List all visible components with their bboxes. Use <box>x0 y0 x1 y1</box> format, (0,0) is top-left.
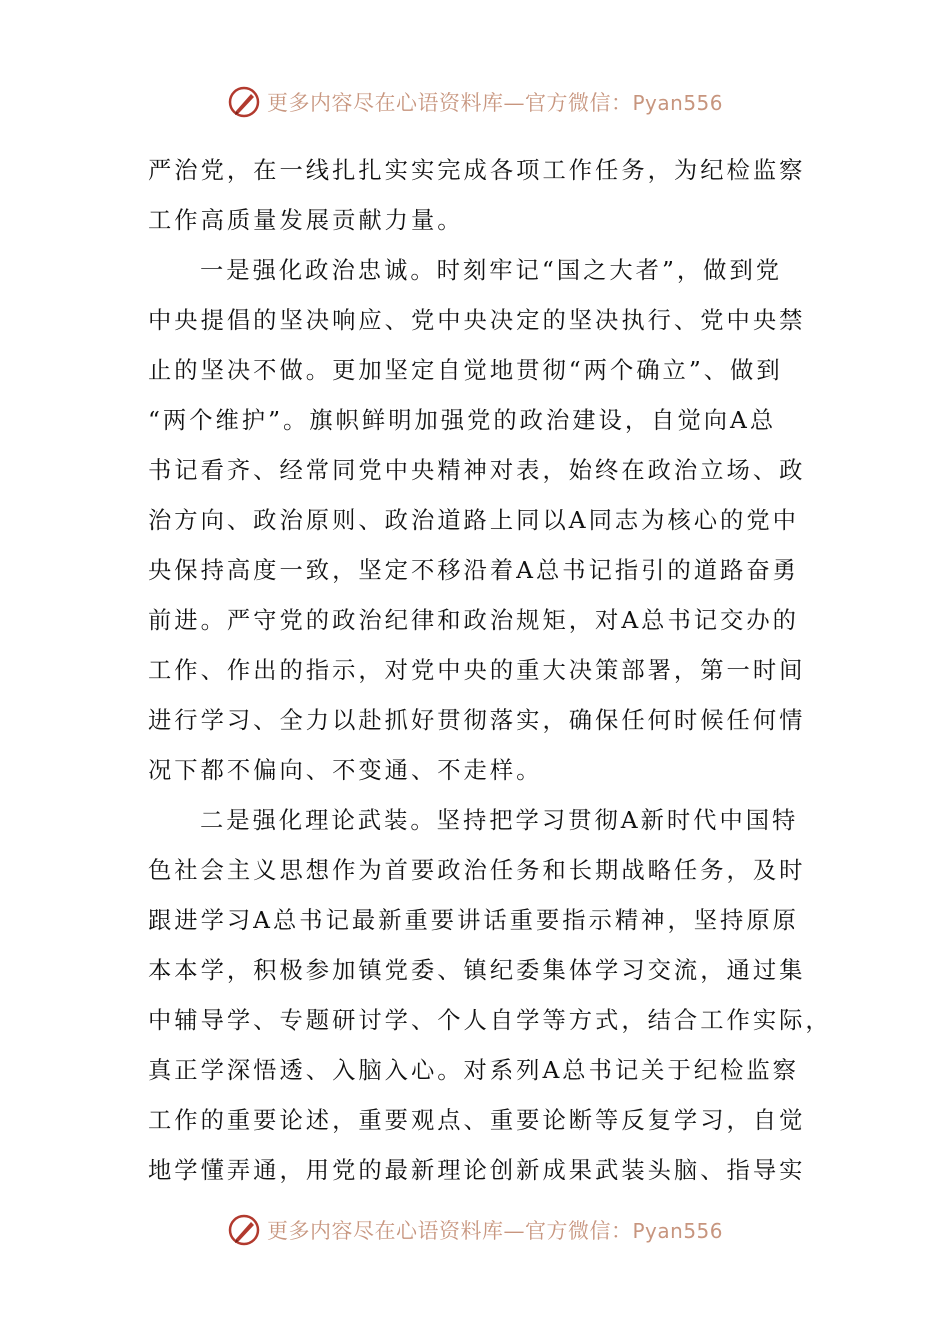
text-line: 止的坚决不做。更加坚定自觉地贯彻“两个确立”、做到 <box>148 357 783 384</box>
text-line: 一是强化政治忠诚。时刻牢记“国之大者”，做到党 <box>200 257 783 284</box>
text-line: 工作的重要论述，重要观点、重要论断等反复学习，自觉 <box>148 1107 806 1134</box>
pen-circle-logo-icon <box>227 85 261 119</box>
text-line: 严治党，在一线扎扎实实完成各项工作任务，为纪检监察 <box>148 157 806 184</box>
header-wechat-id: Pyan556 <box>632 91 723 115</box>
text-line: 本本学，积极参加镇党委、镇纪委集体学习交流，通过集 <box>148 957 806 984</box>
text-line: 二是强化理论武装。坚持把学习贯彻A新时代中国特 <box>200 807 799 834</box>
pen-circle-logo-icon <box>227 1213 261 1247</box>
text-line: 工作高质量发展贡献力量。 <box>148 207 464 234</box>
text-line: 治方向、政治原则、政治道路上同以A同志为核心的党中 <box>148 507 799 534</box>
footer-banner <box>0 1210 950 1250</box>
text-line: 中辅导学、专题研讨学、个人自学等方式，结合工作实际， <box>148 1007 832 1034</box>
document-body <box>148 146 832 1196</box>
text-line: 跟进学习A总书记最新重要讲话重要指示精神，坚持原原 <box>148 907 799 934</box>
text-line: 工作、作出的指示，对党中央的重大决策部署，第一时间 <box>148 657 806 684</box>
text-line: 中央提倡的坚决响应、党中央决定的坚决执行、党中央禁 <box>148 307 806 334</box>
text-line: 书记看齐、经常同党中央精神对表，始终在政治立场、政 <box>148 457 806 484</box>
header-banner <box>0 82 950 122</box>
text-line: 况下都不偏向、不变通、不走样。 <box>148 757 543 784</box>
footer-banner-text: 更多内容尽在心语资料库—官方微信：Pyan556 <box>266 1219 723 1243</box>
text-line: “两个维护”。旗帜鲜明加强党的政治建设，自觉向A总 <box>148 407 777 434</box>
footer-wechat-id: Pyan556 <box>632 1219 723 1243</box>
text-line: 前进。严守党的政治纪律和政治规矩，对A总书记交办的 <box>148 607 799 634</box>
text-line: 央保持高度一致，坚定不移沿着A总书记指引的道路奋勇 <box>148 557 799 584</box>
text-line: 地学懂弄通，用党的最新理论创新成果武装头脑、指导实 <box>148 1157 806 1184</box>
text-line: 色社会主义思想作为首要政治任务和长期战略任务，及时 <box>148 857 806 884</box>
text-line: 进行学习、全力以赴抓好贯彻落实，确保任何时候任何情 <box>148 707 806 734</box>
text-line: 真正学深悟透、入脑入心。对系列A总书记关于纪检监察 <box>148 1057 799 1084</box>
header-banner-text: 更多内容尽在心语资料库—官方微信：Pyan556 <box>266 91 723 115</box>
